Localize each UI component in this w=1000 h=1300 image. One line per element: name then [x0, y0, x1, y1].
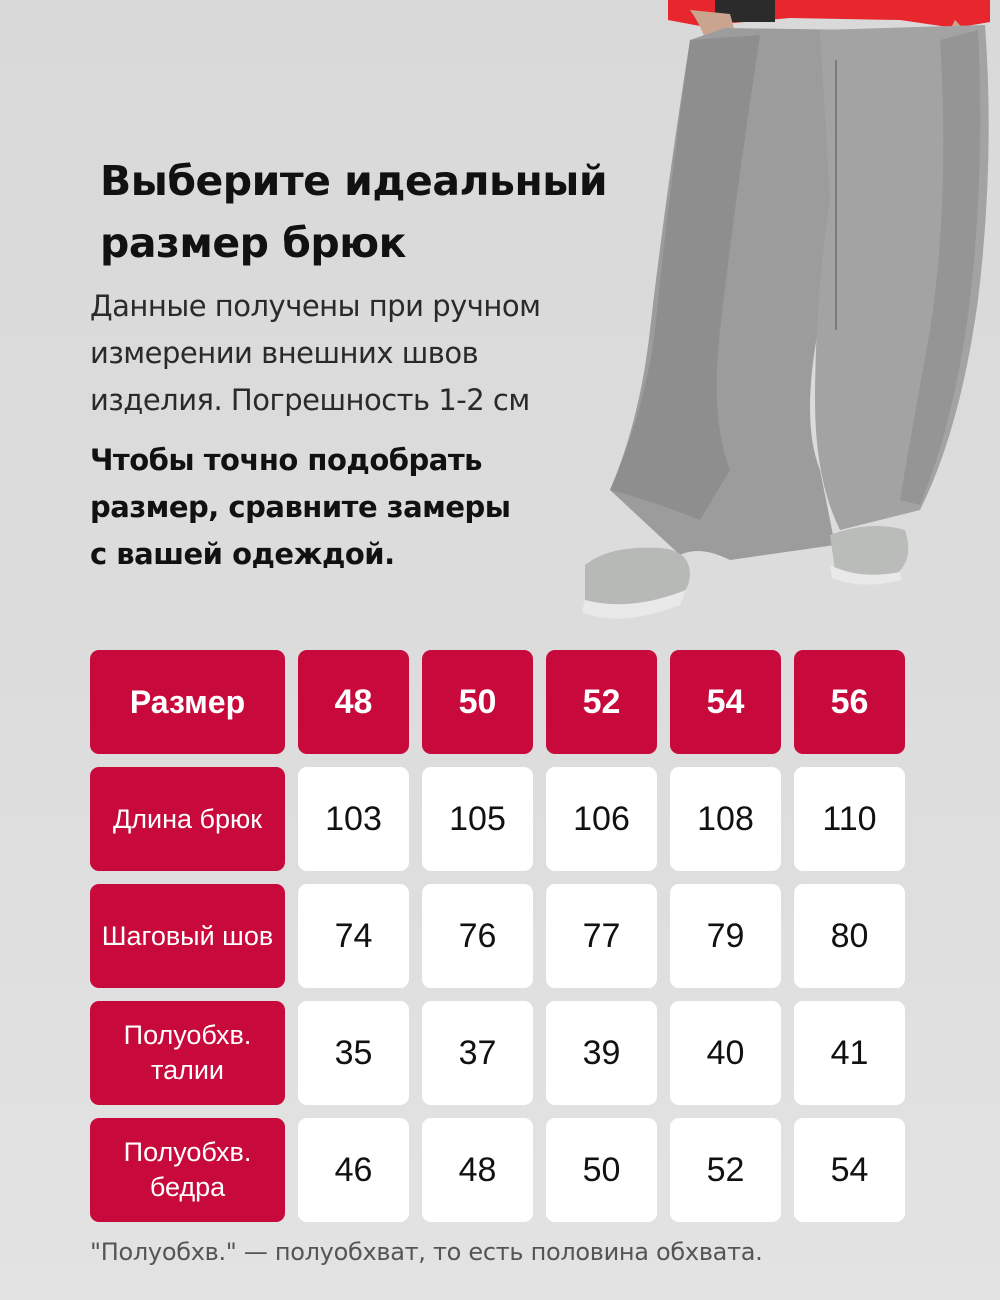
description-line: Данные получены при ручном: [90, 289, 541, 323]
table-cell: 110: [794, 767, 905, 871]
row-label: Длина брюк: [90, 767, 285, 871]
size-header-cell: 56: [794, 650, 905, 754]
table-row: [90, 1118, 905, 1222]
table-cell: 48: [422, 1118, 533, 1222]
size-table: [90, 650, 905, 1235]
table-header-row: [90, 650, 905, 754]
table-cell: 35: [298, 1001, 409, 1105]
size-header-cell: 52: [546, 650, 657, 754]
table-cell: 103: [298, 767, 409, 871]
title-line: Выберите идеальный: [100, 157, 608, 205]
table-cell: 74: [298, 884, 409, 988]
title-line: размер брюк: [100, 219, 406, 267]
hint-line: размер, сравните замеры: [90, 490, 511, 524]
description-line: измерении внешних швов: [90, 336, 479, 370]
footnote: "Полуобхв." — полуобхват, то есть половина обхвата.: [90, 1238, 763, 1266]
row-label: Полуобхв. бедра: [90, 1118, 285, 1222]
table-cell: 50: [546, 1118, 657, 1222]
size-header-cell: 54: [670, 650, 781, 754]
table-cell: 77: [546, 884, 657, 988]
table-row: [90, 1001, 905, 1105]
table-cell: 37: [422, 1001, 533, 1105]
table-cell: 39: [546, 1001, 657, 1105]
page-title: [100, 150, 660, 274]
table-cell: 79: [670, 884, 781, 988]
hint-line: с вашей одеждой.: [90, 537, 395, 571]
row-label: Шаговый шов: [90, 884, 285, 988]
size-header-cell: 48: [298, 650, 409, 754]
size-header-cell: 50: [422, 650, 533, 754]
table-cell: 41: [794, 1001, 905, 1105]
table-cell: 54: [794, 1118, 905, 1222]
table-cell: 106: [546, 767, 657, 871]
table-cell: 52: [670, 1118, 781, 1222]
hint-line: Чтобы точно подобрать: [90, 443, 482, 477]
fit-hint: [90, 437, 610, 578]
row-label: Полуобхв. талии: [90, 1001, 285, 1105]
table-cell: 40: [670, 1001, 781, 1105]
table-row: [90, 767, 905, 871]
table-cell: 108: [670, 767, 781, 871]
header-size-label: Размер: [90, 650, 285, 754]
table-cell: 76: [422, 884, 533, 988]
table-cell: 105: [422, 767, 533, 871]
description-line: изделия. Погрешность 1-2 см: [90, 383, 530, 417]
table-row: [90, 884, 905, 988]
measurement-description: [90, 283, 650, 424]
table-cell: 80: [794, 884, 905, 988]
table-cell: 46: [298, 1118, 409, 1222]
